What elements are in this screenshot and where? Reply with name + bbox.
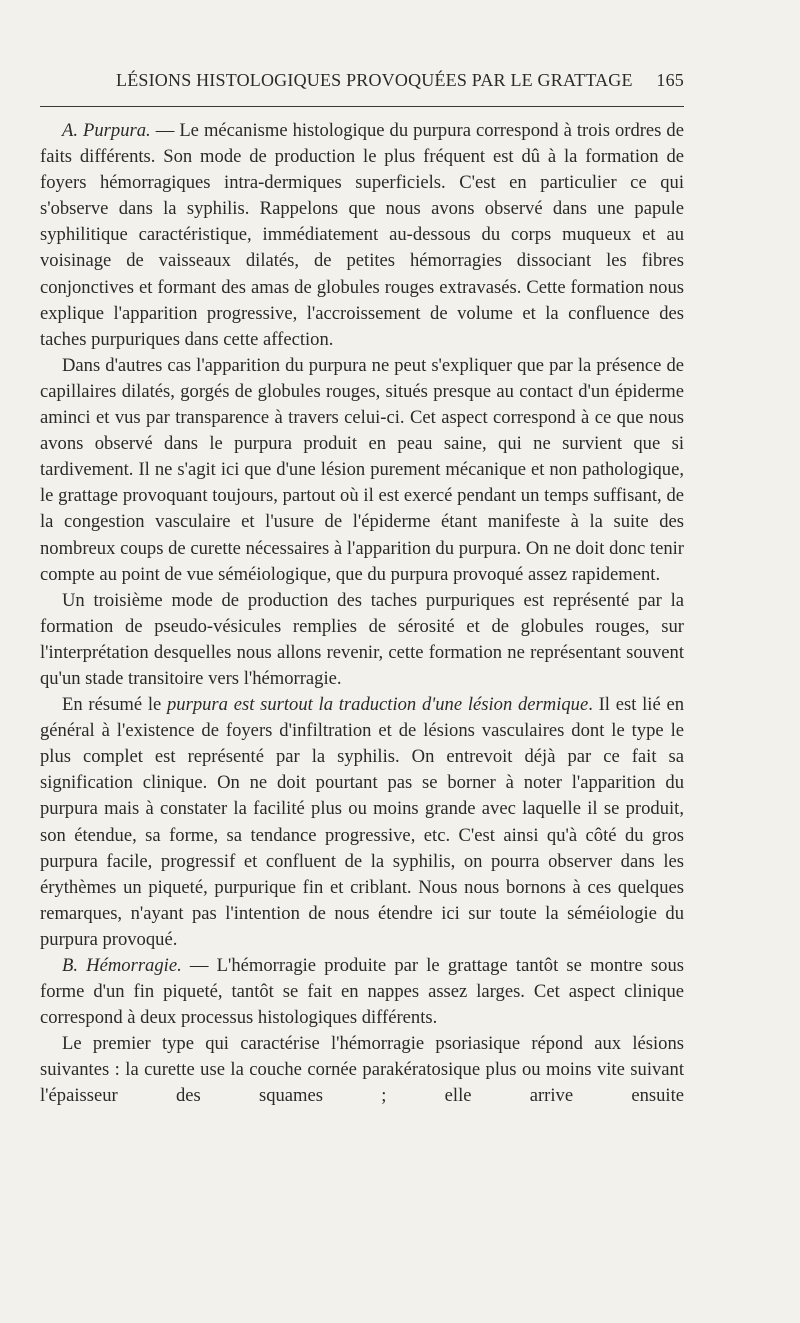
emphasis-text: purpura est surtout la traduction d'une lésion dermique <box>167 694 589 716</box>
section-heading-purpura: A. Purpura. <box>62 120 151 141</box>
paragraph-text: — Le mécanisme histologique du purpura correspond à trois ordres de faits différents. Son mode de production le plus fréquent est dû à la formation de foyers hémorragiques intra-dermiques superficiels. C'est en particulier ce qui s'observe dans la syphilis. Rappelons que nous avons observé dans une papule syphilitique caractéristique, immédiatement au-dessous du corps muqueux et au voisinage de vaisseaux dilatés, de petites hémorragies dissociant les fibres conjonctives et formant des amas de globules rouges extravasés. Cette formation nous explique l'apparition progressive, l'accroissement de volume et la confluence des taches purpuriques dans cette affection. <box>40 120 684 350</box>
paragraph-text: Le premier type qui caractérise l'hémorragie psoriasique répond aux lésions suivantes : la curette use la couche cornée parakératosique plus ou moins vite suivant l'épaisseur des squames ; elle arrive ensuite <box>40 1033 684 1107</box>
paragraph-purpura <box>40 118 684 353</box>
paragraph-hemorragie <box>40 953 684 1031</box>
paragraph-text: — L'hémorragie produite par le grattage tantôt se montre sous forme d'un fin piqueté, tantôt se fait en nappes assez larges. Cet aspect clinique correspond à deux processus histologiques différents. <box>40 955 684 1029</box>
header-rule <box>40 106 684 107</box>
paragraph-resume <box>40 692 684 953</box>
paragraph-premier-type <box>40 1031 684 1109</box>
section-heading-hemorragie: B. Hémorragie. <box>62 955 182 976</box>
body-text <box>40 118 684 1110</box>
paragraph-text: Un troisième mode de production des taches purpuriques est représenté par la formation de pseudo-vésicules remplies de sérosité et de globules rouges, sur l'interprétation desquelles nous allons revenir, cette formation ne représentant souvent qu'un stade transitoire vers l'hémorragie. <box>40 589 684 689</box>
running-head <box>40 62 684 92</box>
paragraph-capillaires <box>40 353 684 588</box>
running-title: LÉSIONS HISTOLOGIQUES PROVOQUÉES PAR LE GRATTAGE <box>116 70 633 90</box>
paragraph-text-pre: En résumé le <box>62 694 167 716</box>
paragraph-text: Dans d'autres cas l'apparition du purpura ne peut s'expliquer que par la présence de capillaires dilatés, gorgés de globules rouges, situés presque au contact d'un épiderme aminci et vus par transparence à travers celui-ci. Cet aspect correspond à ce que nous avons observé dans le purpura produit en peau saine, qui ne survient que si tardivement. Il ne s'agit ici que d'une lésion purement mécanique et non pathologique, le grattage provoquant toujours, partout où il est exercé pendant un temps suffisant, de la congestion vasculaire et l'usure de l'épiderme étant manifeste à la suite des nombreux coups de curette nécessaires à l'apparition du purpura. On ne doit donc tenir compte au point de vue séméiologique, que du purpura provoqué assez rapidement. <box>40 354 684 585</box>
paragraph-troisieme-mode <box>40 588 684 692</box>
paragraph-text: . Il est lié en général à l'existence de foyers d'infiltration et de lésions vasculaires dont le type le plus complet est représenté par la syphilis. On entrevoit déjà par ce fait sa signification clinique. On ne doit pourtant pas se borner à noter l'apparition du purpura mais à constater la facilité plus ou moins grande avec laquelle il se produit, son étendue, sa forme, sa tendance progressive, etc. C'est ainsi qu'à côté du gros purpura facile, progressif et confluent de la syphilis, on pourra observer dans les érythèmes un piqueté, purpurique fin et criblant. Nous nous bornons à ces quelques remarques, n'ayant pas l'intention de nous étendre ici sur toute la séméiologie du purpura provoqué. <box>40 694 684 950</box>
page-number: 165 <box>656 70 684 90</box>
